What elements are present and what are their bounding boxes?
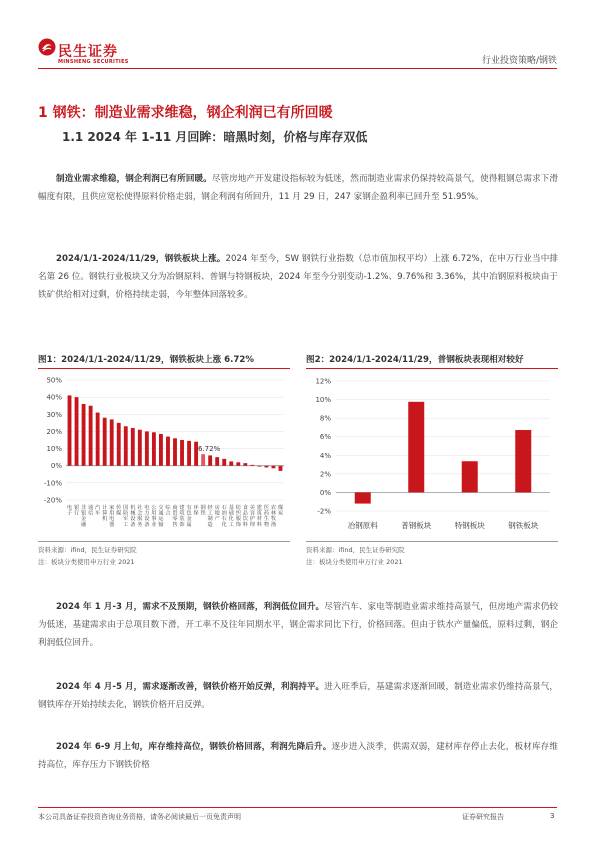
- chart-1-bar: [180, 440, 184, 466]
- chart-1-bar: [257, 466, 261, 467]
- chart-1-x-tick: 美容护理: [249, 505, 255, 528]
- chart-1-x-tick: 电力设备: [144, 505, 150, 528]
- section-heading: 1 钢铁：制造业需求维稳，钢企利润已有所回暖: [38, 105, 333, 121]
- chart-2-y-tick: 8%: [319, 414, 331, 423]
- chart-1-x-tick: 社会服务: [137, 505, 143, 528]
- paragraph-3: [38, 598, 558, 652]
- paragraph-5: [38, 738, 558, 774]
- chart-1-bar: [215, 457, 219, 466]
- logo-icon: [38, 38, 56, 56]
- paragraph-4: [38, 678, 558, 714]
- chart-1-x-tick: 国防军工: [123, 505, 129, 528]
- chart-1-bar: [236, 462, 240, 465]
- chart-1-x-tick: 通信: [88, 505, 94, 517]
- chart-1-x-tick: 公用事业: [151, 505, 157, 528]
- company-name: 民生证券: [58, 44, 118, 60]
- chart-1-bar: [96, 413, 100, 466]
- chart-1-x-tick: 计算机: [102, 505, 108, 523]
- paragraph-2-lead: 2024/1/1-2024/11/29，钢铁板块上涨。: [56, 254, 226, 264]
- chart-1-x-tick: 环保: [193, 505, 199, 517]
- chart-1-bar: [166, 437, 170, 466]
- chart-1-bar: [264, 466, 268, 468]
- chart-1-bar: [152, 432, 156, 465]
- chart-1-x-tick: 钢铁: [200, 505, 206, 517]
- doc-category: 行业投资策略/钢铁: [481, 56, 557, 66]
- chart-1-y-tick: 20%: [46, 427, 62, 436]
- chart-1-x-tick: 交通运输: [158, 505, 164, 528]
- chart-1-x-tick: 商贸零售: [172, 505, 178, 528]
- chart-1-bar: [229, 461, 233, 465]
- chart-1-x-tick: 建筑装饰: [179, 505, 185, 528]
- chart-1-y-tick: 40%: [46, 393, 62, 402]
- chart-1-x-tick: 电子: [66, 505, 73, 517]
- chart-2-y-tick: 0%: [319, 488, 331, 497]
- paragraph-3-body: 尽管汽车、家电等制造业需求维持高景气，但房地产需求仍较为低迷，基建需求由于总项目数下滑，开工率不及往年同期水平，钢企需求同比下行，价格回落。但由于铁水产量偏低，原料过剩，钢企利润低位回升。: [38, 602, 558, 648]
- paragraph-4-lead: 2024 年 4 月-5 月，需求逐渐改善，钢铁价格开始反弹，利润持平。: [56, 682, 325, 692]
- chart-1-bar: [124, 426, 128, 465]
- chart-1-bar: [103, 418, 107, 466]
- chart-1-y-tick: -20%: [43, 496, 62, 505]
- paragraph-2: [38, 250, 558, 304]
- chart-1-x-tick: 非银金融: [80, 505, 87, 528]
- chart-2-x-tick: 普钢板块: [401, 521, 432, 530]
- chart-1-bar: [208, 455, 212, 465]
- footer-divider: [38, 807, 557, 808]
- chart-1-x-tick: 银行: [73, 505, 80, 517]
- chart-2-x-tick: 钢铁板块: [508, 521, 539, 530]
- company-logo: [38, 38, 56, 56]
- chart-1-y-tick: 50%: [46, 376, 62, 385]
- chart-2-y-tick: -2%: [317, 507, 331, 516]
- chart-2-y-tick: 2%: [319, 470, 331, 479]
- chart-1-bar: [159, 434, 163, 466]
- chart-2-y-tick: 6%: [319, 433, 331, 442]
- paragraph-5-body: 逐步进入淡季，供需双弱，建材库存停止去化，板材库存维持高位，库存压力下钢铁价格: [38, 742, 558, 770]
- chart-2-y-tick: 10%: [315, 396, 331, 405]
- chart-2-y-tick: 4%: [319, 451, 331, 460]
- figure-2-source: 资料来源：ifind，民生证券研究院: [306, 546, 405, 554]
- paragraph-1-lead: 制造业需求维稳，钢企利润已有所回暖。: [56, 174, 212, 184]
- chart-1-bar: [75, 397, 79, 466]
- paragraph-4-body: 进入旺季后，基建需求逐渐回暖，制造业需求仍维持高景气，钢铁库存开始持续去化，钢铁价格开启反弹。: [38, 682, 558, 710]
- figure-1-source: 资料来源：ifind，民生证券研究院: [38, 546, 137, 554]
- chart-1-bar: [222, 459, 226, 466]
- chart-1-bar: [187, 441, 191, 466]
- footer-page-number: 3: [550, 812, 555, 820]
- footer-report-type: 证券研究报告: [462, 813, 504, 821]
- chart-1-bar: [131, 428, 135, 466]
- chart-1-x-tick: 医药生物: [263, 505, 270, 528]
- paragraph-1-body: 尽管房地产开发建设指标较为低迷，然而制造业需求仍保持较高景气，使得粗钢总需求下滑幅度有限，且供应宽松使得原料价格走弱，钢企利润有所回升，11 月 29 日，247 家钢企盈利率已回升至 51.95%。: [38, 174, 558, 202]
- chart-1-bar: [145, 431, 149, 465]
- paragraph-5-lead: 2024 年 6-9 月上旬，库存维持高位，钢铁价格回落，利润先降后升。: [56, 742, 332, 752]
- chart-1-bar: [89, 406, 93, 466]
- chart-2-x-tick: 特钢板块: [454, 521, 485, 530]
- company-name-en: MINSHENG SECURITIES: [58, 59, 129, 65]
- figure-2-top-rule: [306, 368, 558, 369]
- chart-1-bar: [82, 404, 86, 466]
- chart-1-x-tick: 纺织服饰: [235, 505, 241, 528]
- figure-2-note: 注：板块分类使用申万行业 2021: [306, 558, 403, 566]
- chart-1-x-tick: 轻工制造: [207, 505, 213, 528]
- chart-1-bar: [279, 466, 283, 471]
- chart-2: [306, 372, 558, 540]
- subsection-heading: [38, 128, 558, 146]
- chart-1-bar: [173, 438, 177, 465]
- chart-1-x-tick: 农林牧渔: [270, 505, 277, 528]
- chart-1-bar: [243, 463, 247, 466]
- chart-1-y-tick: 10%: [46, 445, 62, 454]
- chart-1-x-tick: 石油石化: [221, 505, 227, 528]
- chart-2-x-tick: 冶钢原料: [347, 521, 378, 530]
- footer-disclaimer: 本公司具备证券投资咨询业务资格，请务必阅读最后一页免责声明: [38, 813, 241, 821]
- paragraph-3-lead: 2024 年 1 月-3 月，需求不及预期，钢铁价格回落，利润低位回升。: [56, 602, 325, 612]
- chart-1-x-tick: 机械设备: [130, 505, 136, 528]
- paragraph-2-body: 2024 年至今，SW 钢铁行业指数（总市值加权平均）上涨 6.72%，在申万行业当中排名第 26 位。钢铁行业板块又分为冶钢原料、普钢与特钢板块，2024 年至今分别变动-1.2%、9.76%和 3.36%，其中冶钢原料板块由于铁矿供给相对过剩，价格持续走弱，今年整体回落较多。: [38, 254, 558, 300]
- chart-1: [38, 372, 290, 540]
- chart-1-x-tick: 食品饮料: [242, 505, 248, 528]
- chart-1-bar: [110, 419, 114, 465]
- chart-2-bar: [355, 492, 371, 503]
- chart-1-bar: [68, 395, 72, 465]
- chart-1-x-tick: 综合: [165, 505, 171, 517]
- chart-1-bar: [138, 430, 142, 466]
- chart-1-x-tick: 煤炭: [277, 505, 284, 517]
- figure-1-bottom-rule: [38, 541, 290, 542]
- figure-1-title: 图1：2024/1/1-2024/11/29，钢铁板块上涨 6.72%: [38, 355, 254, 365]
- chart-1-bar: [272, 466, 276, 469]
- figure-2-bottom-rule: [306, 541, 558, 542]
- paragraph-1: [38, 170, 558, 206]
- chart-1-y-tick: 30%: [46, 410, 62, 419]
- subsection-heading-text: 1.1 2024 年 1-11 月回眸：暗黑时刻，价格与库存双低: [62, 130, 368, 144]
- chart-1-x-tick: 基础化工: [228, 505, 234, 528]
- header-divider: [38, 68, 557, 69]
- chart-1-x-tick: 建筑材料: [256, 505, 262, 528]
- figure-1-top-rule: [38, 368, 290, 369]
- chart-2-bar: [462, 461, 478, 492]
- chart-1-bar: [117, 423, 121, 466]
- chart-1-x-tick: 家用电器: [109, 505, 115, 528]
- chart-1-x-tick: 汽车: [95, 505, 101, 517]
- chart-1-y-tick: 0%: [50, 462, 62, 471]
- chart-2-y-tick: 12%: [315, 377, 331, 386]
- chart-1-bar: [250, 465, 254, 466]
- chart-1-x-tick: 传媒: [116, 505, 122, 517]
- figure-2-title: 图2：2024/1/1-2024/11/29，普钢板块表现相对较好: [306, 355, 524, 365]
- figure-1-note: 注：板块分类使用申万行业 2021: [38, 558, 135, 566]
- chart-1-y-tick: -10%: [43, 479, 62, 488]
- chart-1-bar: [201, 454, 205, 466]
- chart-1-data-label: 6.72%: [198, 445, 221, 454]
- chart-1-x-tick: 房地产: [214, 505, 220, 523]
- chart-2-bar: [515, 430, 531, 492]
- chart-2-bar: [408, 402, 424, 493]
- chart-1-x-tick: 有色金属: [186, 505, 192, 528]
